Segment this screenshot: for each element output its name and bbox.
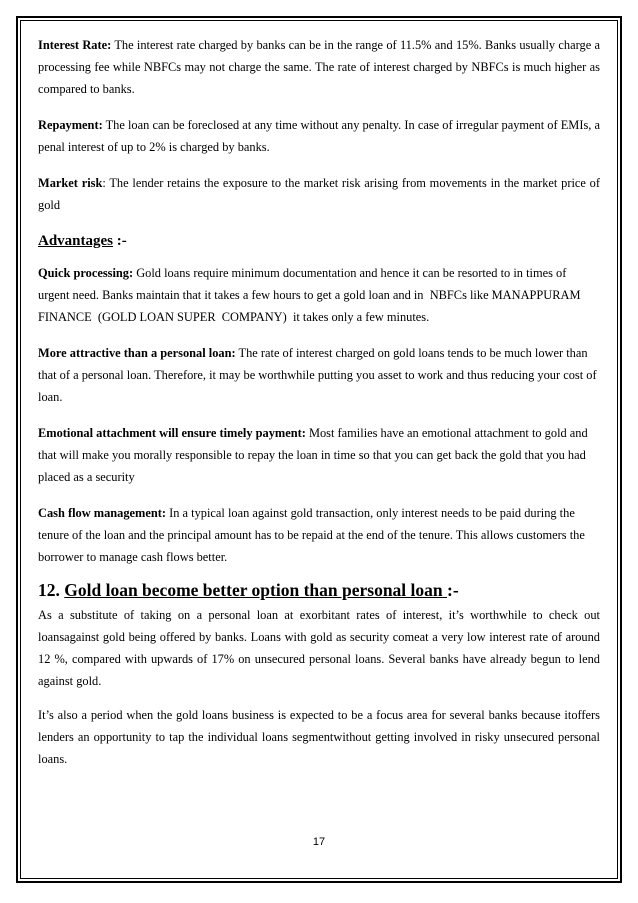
interest-rate-text: The interest rate charged by banks can be in the range of 11.5% and 15%. Banks usually charge a processing fee while NBFCs may not charge the same. The rate of interest charged by NBFCs is much higher as compared to banks. (38, 38, 601, 96)
quick-processing-paragraph (38, 262, 600, 328)
advantages-heading (38, 230, 600, 252)
section-12-suffix: :- (447, 580, 459, 600)
more-attractive-text: The rate of interest charged on gold loans tends to be much lower than that of a personal loan. Therefore, it may be worthwhile putting you asset to work and thus reducing your cost of loan. (38, 346, 597, 404)
more-attractive-label: More attractive than a personal loan: (38, 346, 236, 360)
quick-processing-text: Gold loans require minimum documentation and hence it can be resorted to in times of urgent need. Banks maintain that it takes a few hours to get a gold loan and in NBFCs like MANAPPURAM FINANCE (GOLD LOAN SUPER COMPANY) it takes only a few minutes. (38, 266, 587, 324)
substitute-paragraph: As a substitute of taking on a personal loan at exorbitant rates of interest, it’s worthwhile to check out loansagainst gold being offered by banks. Loans with gold as security comeat a very low interest rate of around 12 %, compared with upwards of 17% on unsecured personal loans. Several banks have already begun to lend against gold. (38, 608, 600, 688)
repayment-label: Repayment: (38, 118, 103, 132)
market-risk-label: Market risk (38, 176, 103, 190)
page-number: 17 (312, 836, 326, 848)
repayment-paragraph (38, 114, 600, 158)
cash-flow-label: Cash flow management: (38, 506, 167, 520)
emotional-attachment-paragraph (38, 422, 600, 488)
cash-flow-paragraph (38, 502, 600, 568)
section-12-title: Gold loan become better option than personal loan (64, 580, 448, 600)
cash-flow-text: In a typical loan against gold transaction, only interest needs to be paid during the tenure of the loan and the principal amount has to be repaid at the end of the tenure. This allows customers the borrower to manage cash flows better. (38, 506, 585, 564)
interest-rate-label: Interest Rate: (38, 38, 112, 52)
more-attractive-paragraph (38, 342, 600, 408)
section-12-number: 12. (38, 580, 65, 600)
advantages-heading-text: Advantages (38, 233, 114, 249)
market-risk-text: : The lender retains the exposure to the market risk arising from movements in the market price of gold (38, 176, 600, 212)
quick-processing-label: Quick processing: (38, 266, 134, 280)
section-12-heading (38, 578, 600, 602)
market-risk-paragraph (38, 172, 600, 216)
emotional-attachment-label: Emotional attachment will ensure timely payment: (38, 426, 306, 440)
emotional-attachment-text: Most families have an emotional attachment to gold and that will make you morally responsible to repay the loan in time so that you can get back the gold that you had placed as a security (38, 426, 588, 484)
interest-rate-paragraph (38, 34, 600, 100)
period-paragraph: It’s also a period when the gold loans business is expected to be a focus area for several banks because itoffers lenders an opportunity to tap the individual loans segmentwithout getting involved in risky unsecured personal loans. (38, 708, 600, 766)
advantages-heading-suffix: :- (113, 233, 127, 249)
document-body (38, 34, 600, 770)
repayment-text: The loan can be foreclosed at any time without any penalty. In case of irregular payment of EMIs, a penal interest of up to 2% is charged by banks. (38, 118, 600, 154)
